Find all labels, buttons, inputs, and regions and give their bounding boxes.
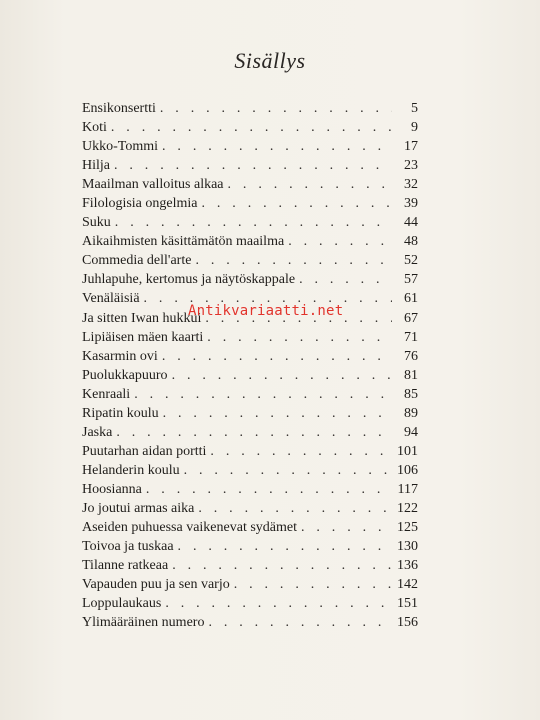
toc-entry bbox=[82, 537, 418, 556]
toc-leader-dots bbox=[116, 423, 392, 442]
toc-entry-title: Ylimääräinen numero bbox=[82, 615, 205, 631]
toc-entry bbox=[82, 328, 418, 347]
toc-entry-page-number: 48 bbox=[404, 234, 418, 250]
toc-entry-page-number: 151 bbox=[397, 596, 418, 612]
toc-leader-dots bbox=[288, 232, 392, 251]
toc-entry-title: Ja sitten Iwan hukkui bbox=[82, 310, 202, 326]
toc-leader-dots bbox=[172, 366, 392, 385]
toc-entry-title: Ripatin koulu bbox=[82, 405, 159, 421]
toc-entry-title: Commedia dell'arte bbox=[82, 253, 192, 269]
toc-entry-title: Suku bbox=[82, 215, 111, 231]
toc-entry-title: Hilja bbox=[82, 158, 110, 174]
toc-leader-dots bbox=[198, 499, 392, 518]
toc-entry-title: Lipiäisen mäen kaarti bbox=[82, 329, 204, 345]
page-title: Sisällys bbox=[234, 48, 306, 73]
toc-entry bbox=[82, 232, 418, 251]
toc-leader-dots bbox=[111, 118, 392, 137]
toc-leader-dots bbox=[134, 385, 392, 404]
toc-entry bbox=[82, 499, 418, 518]
toc-entry bbox=[82, 518, 418, 537]
toc-entry-page-number: 81 bbox=[404, 367, 418, 383]
toc-entry-page-number: 9 bbox=[411, 120, 418, 136]
toc-entry-page-number: 117 bbox=[397, 481, 418, 497]
toc-leader-dots bbox=[210, 442, 392, 461]
toc-entry bbox=[82, 594, 418, 613]
toc-entry bbox=[82, 347, 418, 366]
toc-entry-page-number: 76 bbox=[404, 348, 418, 364]
toc-entry bbox=[82, 137, 418, 156]
toc-leader-dots bbox=[160, 99, 392, 118]
toc-entry-page-number: 44 bbox=[404, 215, 418, 231]
toc-entry-title: Ukko-Tommi bbox=[82, 139, 159, 155]
toc-leader-dots bbox=[146, 480, 392, 499]
toc-entry-title: Puolukkapuuro bbox=[82, 367, 168, 383]
toc-leader-dots bbox=[162, 137, 392, 156]
toc-entry-page-number: 5 bbox=[411, 101, 418, 116]
toc-entry bbox=[82, 251, 418, 270]
toc-entry-title: Loppulaukaus bbox=[82, 596, 162, 612]
toc-entry bbox=[82, 175, 418, 194]
toc-entry-title: Helanderin koulu bbox=[82, 462, 180, 478]
toc-entry bbox=[82, 99, 418, 118]
toc-entry-title: Hoosianna bbox=[82, 481, 142, 497]
toc-entry-page-number: 101 bbox=[397, 443, 418, 459]
toc-entry bbox=[82, 213, 418, 232]
toc-entry-title: Juhlapuhe, kertomus ja näytöskappale bbox=[82, 272, 296, 288]
toc-entry-page-number: 94 bbox=[404, 424, 418, 440]
toc-entry-title: Aseiden puhuessa vaikenevat sydämet bbox=[82, 520, 297, 536]
toc-leader-dots bbox=[301, 518, 392, 537]
toc-entry-title: Aikaihmisten käsittämätön maailma bbox=[82, 234, 285, 250]
toc-entry bbox=[82, 613, 418, 632]
toc-entry bbox=[82, 575, 418, 594]
toc-leader-dots bbox=[178, 537, 392, 556]
toc-entry bbox=[82, 423, 418, 442]
toc-leader-dots bbox=[162, 347, 392, 366]
toc-entry-title: Toivoa ja tuskaa bbox=[82, 539, 174, 555]
toc-leader-dots bbox=[184, 461, 392, 480]
toc-entry-title: Kasarmin ovi bbox=[82, 348, 158, 364]
toc-entry bbox=[82, 556, 418, 575]
toc-entry bbox=[82, 461, 418, 480]
toc-entry-page-number: 85 bbox=[404, 386, 418, 402]
toc-entry-page-number: 52 bbox=[404, 253, 418, 269]
watermark: Antikvariaatti.net bbox=[188, 303, 344, 319]
toc-entry bbox=[82, 404, 418, 423]
toc-entry-page-number: 156 bbox=[397, 615, 418, 631]
toc-entry bbox=[82, 118, 418, 137]
toc-leader-dots bbox=[207, 328, 392, 347]
toc-entry bbox=[82, 156, 418, 175]
toc-entry-title: Vapauden puu ja sen varjo bbox=[82, 577, 230, 593]
toc-entry-title: Venäläisiä bbox=[82, 291, 140, 307]
toc-entry bbox=[82, 270, 418, 289]
toc-entry-page-number: 106 bbox=[397, 462, 418, 478]
toc-leader-dots bbox=[208, 613, 392, 632]
toc-entry-title: Jaska bbox=[82, 424, 113, 440]
toc-entry-page-number: 136 bbox=[397, 558, 418, 574]
toc-leader-dots bbox=[228, 175, 392, 194]
toc-entry bbox=[82, 442, 418, 461]
toc-entry-title: Filologisia ongelmia bbox=[82, 196, 198, 212]
toc-leader-dots bbox=[163, 404, 392, 423]
toc-entry bbox=[82, 385, 418, 404]
toc-entry-page-number: 32 bbox=[404, 177, 418, 193]
toc-entry-page-number: 17 bbox=[404, 139, 418, 155]
toc-leader-dots bbox=[234, 575, 392, 594]
toc-entry-title: Tilanne ratkeaa bbox=[82, 558, 169, 574]
toc-entry-page-number: 142 bbox=[397, 577, 418, 593]
toc-leader-dots bbox=[115, 213, 392, 232]
toc-entry-title: Maailman valloitus alkaa bbox=[82, 177, 224, 193]
toc-entry-title: Ensikonsertti bbox=[82, 101, 156, 116]
toc-entry-page-number: 89 bbox=[404, 405, 418, 421]
toc-entry bbox=[82, 366, 418, 385]
toc-entry-page-number: 61 bbox=[404, 291, 418, 307]
toc-entry bbox=[82, 480, 418, 499]
toc-entry-page-number: 130 bbox=[397, 539, 418, 555]
toc-entry-title: Jo joutui armas aika bbox=[82, 500, 195, 516]
toc-leader-dots bbox=[195, 251, 392, 270]
toc-entry-title: Kenraali bbox=[82, 386, 131, 402]
toc-entry-page-number: 23 bbox=[404, 158, 418, 174]
toc-entry-page-number: 122 bbox=[397, 500, 418, 516]
toc-leader-dots bbox=[114, 156, 392, 175]
toc-leader-dots bbox=[299, 270, 392, 289]
toc-entry-page-number: 125 bbox=[397, 520, 418, 536]
toc-entry-page-number: 67 bbox=[404, 310, 418, 326]
toc-entry-page-number: 57 bbox=[404, 272, 418, 288]
toc-entry-page-number: 71 bbox=[404, 329, 418, 345]
toc-entry-title: Puutarhan aidan portti bbox=[82, 443, 207, 459]
table-of-contents bbox=[82, 99, 418, 632]
toc-entry-page-number: 39 bbox=[404, 196, 418, 212]
toc-leader-dots bbox=[172, 556, 392, 575]
toc-entry-title: Koti bbox=[82, 120, 107, 136]
toc-entry bbox=[82, 194, 418, 213]
toc-leader-dots bbox=[165, 594, 392, 613]
toc-leader-dots bbox=[202, 194, 393, 213]
